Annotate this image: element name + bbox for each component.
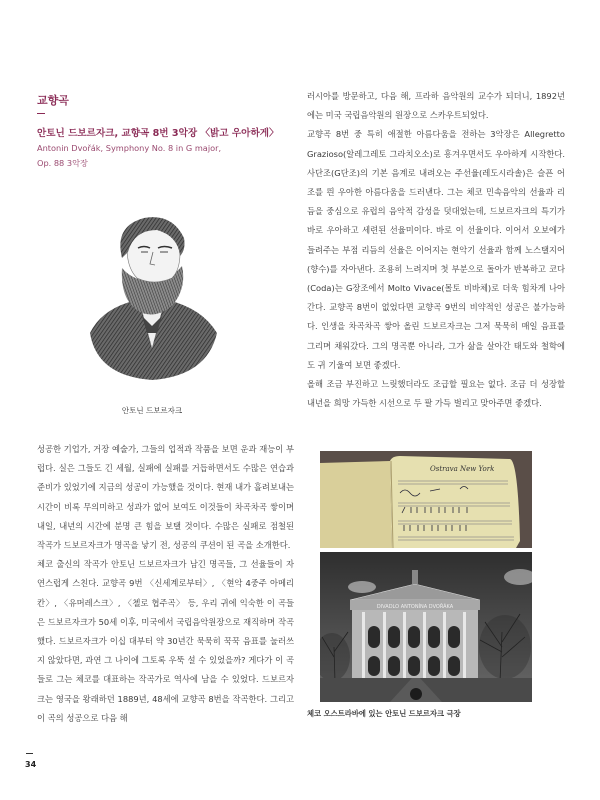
theatre-facade-text: DIVADLO ANTONÍNA DVOŘÁKA — [376, 604, 454, 610]
photo-caption: 체코 오스트라바에 있는 안토닌 드보르자크 극장 — [307, 709, 461, 718]
section-category: 교향곡 — [37, 94, 69, 107]
article-title: 안토닌 드보르자크, 교향곡 8번 3악장 〈밝고 우아하게〉 — [37, 128, 279, 139]
portrait-caption: 안토닌 드보르자크 — [121, 406, 183, 415]
left-column-text — [37, 440, 294, 728]
theatre-photo — [320, 552, 532, 702]
article-subtitle — [37, 141, 267, 171]
paragraph: 체코 출신의 작곡가 안토닌 드보르자크가 남긴 명곡들, 그 선율들이 자연스럽게 스친다. 교향곡 9번 〈신세계로부터〉, 〈현악 4중주 아메리칸〉, 〈유머레스크〉, 〈첼로 협주곡〉 등, 우리 귀에 익숙한 이 곡들은 드보르자크가 50세 이후, 미국에서 국립음악원장으로 재직하며 작곡했다. 드보르자크가 이십 대부터 약 30년간 묵묵히 꾹꾹 음표를 눌러쓰지 않았다면, 과연 그 나이에 그토록 우뚝 설 수 있었을까? 게다가 이 곡들로 그는 체코를 대표하는 작곡가로 역사에 남을 수 있었다. 드보르자크는 영국을 왕래하던 1889년, 48세에 교향곡 8번을 작곡한다. 그리고 이 곡의 성공으로 다음 해 — [37, 559, 294, 723]
right-column-text — [307, 87, 565, 413]
page-number: 34 — [25, 760, 37, 769]
paragraph: 올해 조금 부진하고 느릿했더라도 조급할 필요는 없다. 조금 더 성장할 내년을 희망 가득한 시선으로 두 팔 가득 벌리고 맞아주면 좋겠다. — [307, 379, 565, 409]
subtitle-line: Op. 88 3악장 — [37, 158, 88, 168]
subtitle-line: Antonin Dvořák, Symphony No. 8 in G major, — [37, 143, 222, 153]
paragraph: 성공한 기업가, 거장 예술가, 그들의 업적과 작품을 보면 운과 재능이 부럽다. 실은 그들도 긴 세월, 실패에 실패를 거듭하면서도 수많은 연습과 준비가 있었기에 지금의 성공이 가능했을 것이다. 현재 내가 흘려보내는 시간이 비록 무의미하고 성과가 없어 보여도 이것들이 차곡차곡 쌓이며 내일, 내년의 시간에 분명 큰 힘을 보탤 것이다. 수많은 실패로 점철된 작곡가 드보르자크가 명곡을 낳기 전, 성공의 쿠션이 된 곡을 소개한다. — [37, 444, 294, 551]
manuscript-photo — [320, 451, 532, 548]
paragraph: 교향곡 8번 중 특히 애절한 아름다움을 전하는 3악장은 Allegretto Grazioso(알레그레토 그라치오소)로 흥겨우면서도 우아하게 시작한다. 사단조(G단조)의 기본 음계로 내려오는 주선율(레도시라솔)은 슬픈 어조를 띈 우아한 아름다움을 드러낸다. 그는 체코 민속음악의 선율과 리듬을 중심으로 유럽의 음악적 감성을 덧대었는데, 드보르자크의 특기가 바로 우아하고 세련된 선율미이다. 바로 이 선율이다. 이어서 오보에가 들려주는 부점 리듬의 선율은 이어지는 현악기 선율과 함께 노스탤지어(향수)를 자아낸다. 조용히 느려지며 첫 부분으로 돌아가 반복하고 코다(Coda)는 G장조에서 Molto Vivace(몰토 비바체)로 더욱 힘차게 나아간다. 교향곡 8번이 없었다면 교향곡 9번의 비약적인 성공은 불가능하다. 인생을 차곡차곡 쌓아 올린 드보르자크는 그저 묵묵히 매일 음표를 그리며 채워갔다. 그의 명곡뿐 아니라, 그가 삶을 살아간 태도와 철학에도 귀 기울여 보면 좋겠다. — [307, 129, 565, 370]
composer-portrait-icon — [82, 208, 222, 388]
manuscript-handwriting: Ostrava New York — [430, 465, 495, 473]
paragraph: 러시아를 방문하고, 다음 해, 프라하 음악원의 교수가 되더니, 1892년에는 미국 국립음악원의 원장으로 스카우트되었다. — [307, 91, 565, 121]
accent-divider — [37, 113, 45, 114]
page-number-divider — [26, 753, 33, 754]
